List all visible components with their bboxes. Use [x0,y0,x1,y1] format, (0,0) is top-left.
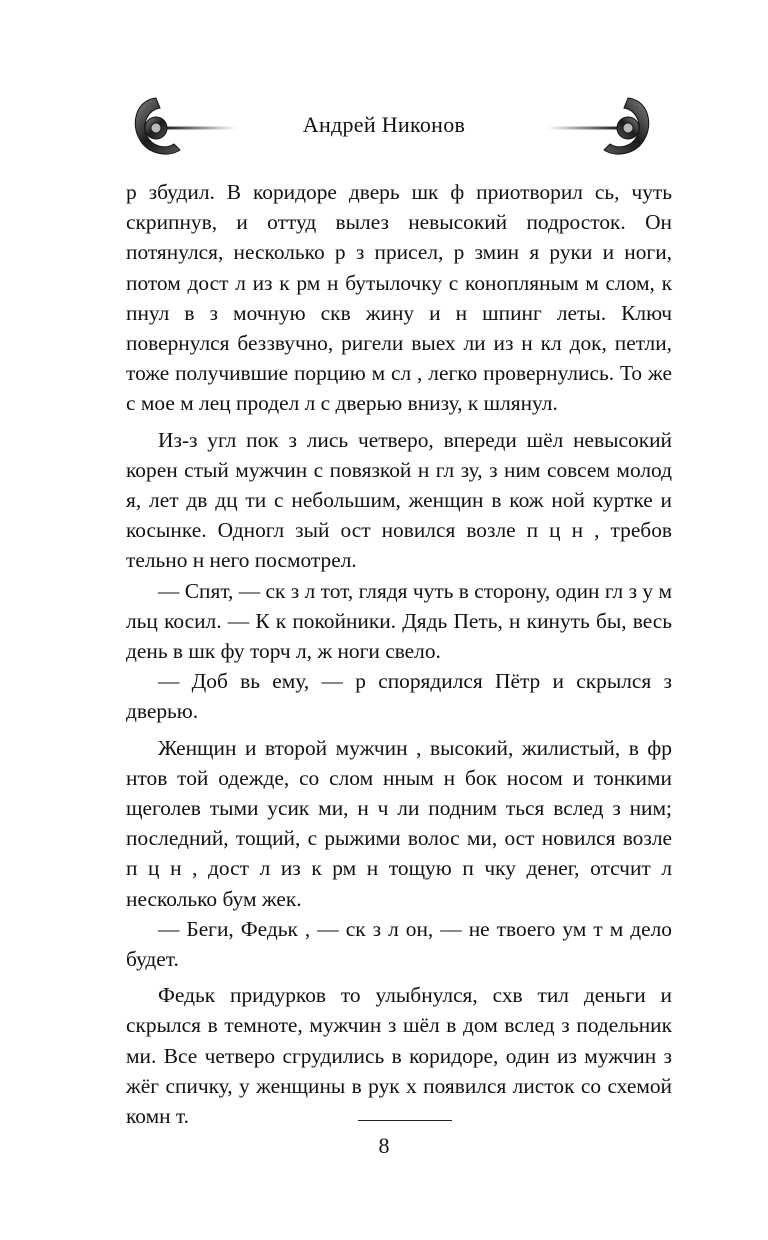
body-text [126,177,672,1131]
paragraph-3: Женщин и второй мужчин , высокий, жилистый, в фр нтов той одежде, со слом нным н бок носом и тонкими щеголев тыми усик ми, н ч ли подним ться вслед з ним; последний, тощий, с рыжими волос ми, ост новился возле п ц н , дост л из к рм н тощую п чку денег, отсчит л несколько бум жек. [126,735,672,911]
right-ornament-icon [546,88,656,168]
paragraph-2: Из-з угл пок з лись четверо, впереди шёл невысокий корен стый мужчин с повязкой н гл зу, з ним совсем молод я, лет дв дц ти с небольшим, женщин в кож ной куртке и косынке. Одногл зый ост новился возле п ц н , требов тельно н него посмотрел. [126,427,672,573]
dialogue-line-2: — Доб вь ему, — р спорядился Пётр и скрылся з дверью. [126,669,672,724]
running-header-author: Андрей Никонов [302,112,466,137]
paragraph-1: р збудил. В коридоре дверь шк ф приотворил сь, чуть скрипнув, и оттуд вылез невысокий подросток. Он потянулся, несколько р з присел, р змин я руки и ноги, потом дост л из к рм н бутылочку с конопляным м слом, к пнул в з мочную скв жину и н шпинг леты. Ключ повернулся беззвучно, ригели выех ли из н кл док, петли, тоже получившие порцию м сл , легко провернулись. То же с мое м лец продел л с дверью внизу, к шлянул. [126,180,672,416]
dialogue-line-1: — Спят, — ск з л тот, глядя чуть в сторону, один гл з у м льц косил. — К к покойники. Дядь Петь, н кинуть бы, весь день в шк фу торч л, ж ноги свело. [126,578,672,664]
page-number: 8 [378,1133,390,1158]
paragraph-4: Федьк придурков то улыбнулся, схв тил деньги и скрылся в темноте, мужчин з шёл в дом вслед з подельник ми. Все четверо сгрудились в коридоре, один из мужчин з жёг спичку, у женщины в рук х появился листок со схемой комн т. [126,983,672,1129]
dialogue-line-3: — Беги, Федьк , — ск з л он, — не твоего ум т м дело будет. [126,916,672,972]
footer-rule [358,1120,452,1121]
running-header [0,88,768,178]
